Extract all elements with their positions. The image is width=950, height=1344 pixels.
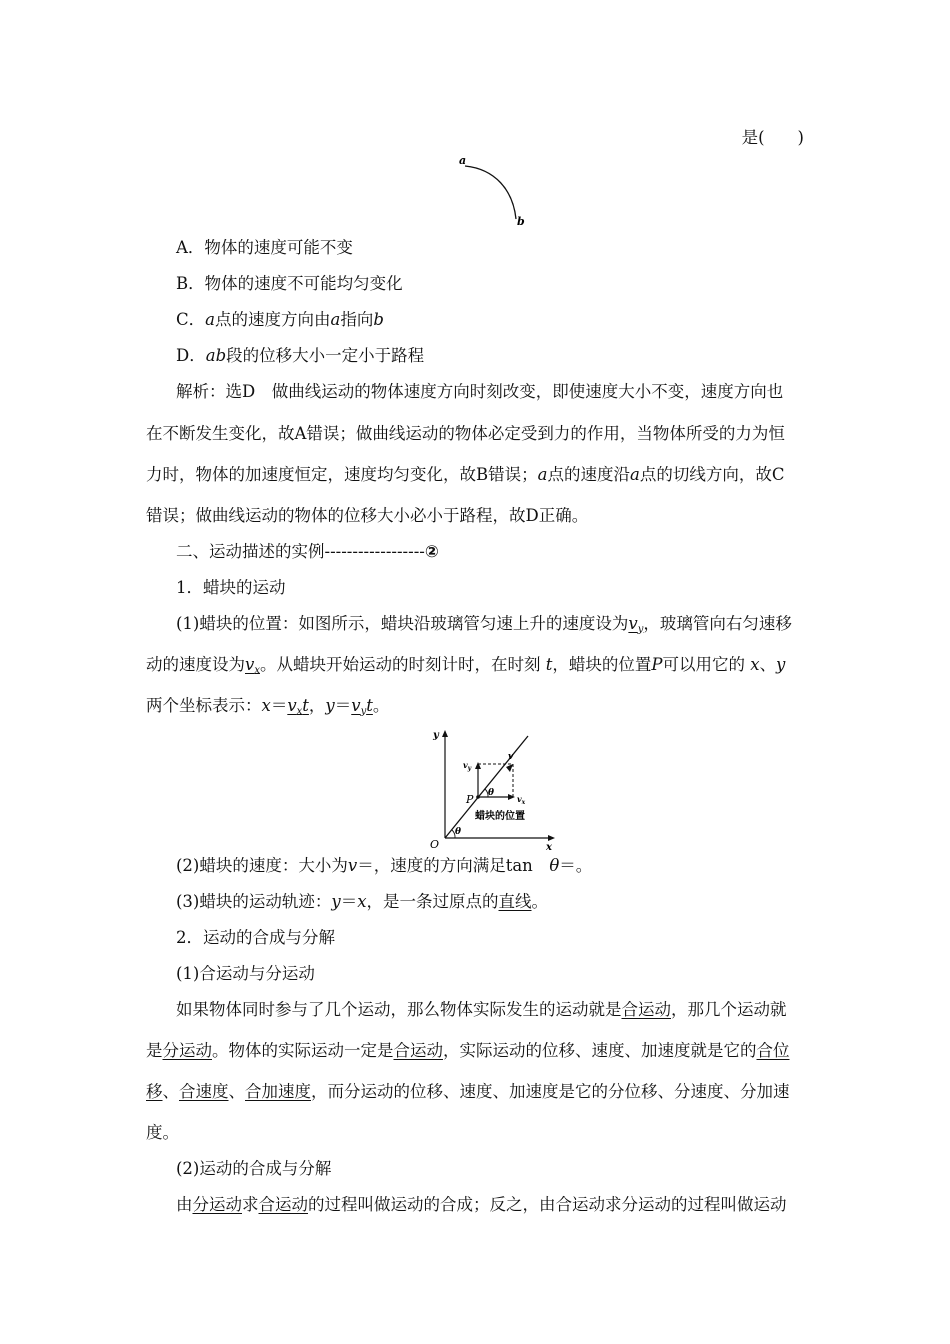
trajectory-line: [445, 736, 528, 838]
para-3: (3)蜡块的运动轨迹：y＝x，是一条过原点的直线。: [176, 892, 549, 911]
item-2-heading: 2．运动的合成与分解: [176, 928, 335, 947]
analysis-line-3: 力时，物体的加速度恒定，速度均匀变化，故B错误；a点的速度沿a点的切线方向，故C: [146, 465, 785, 484]
section-heading: 二、运动描述的实例------------------②: [176, 542, 439, 561]
x-axis-label: x: [546, 842, 552, 852]
theta-label-p: θ: [488, 788, 495, 798]
option-d: D．ab段的位移大小一定小于路程: [176, 346, 425, 365]
wax-block-figure: [425, 726, 560, 852]
theta-label-o: θ: [455, 827, 462, 837]
synthesis-line: 由分运动求合运动的过程叫做运动的合成；反之，由合运动求分运动的过程叫做运动: [176, 1195, 787, 1214]
concept-line-4: 度。: [146, 1123, 179, 1142]
option-b: B．物体的速度不可能均匀变化: [176, 274, 403, 293]
point-b-label: b: [517, 215, 525, 228]
vx-arrow-icon: [508, 794, 515, 800]
analysis-line-4: 错误；做曲线运动的物体的位移大小必小于路程，故D正确。: [146, 506, 589, 525]
vy-label: $v_y$: [463, 760, 472, 772]
item-1-heading: 1．蜡块的运动: [176, 578, 286, 597]
question-tail: 是( ): [741, 128, 804, 147]
vx-label: $v_x$: [517, 794, 526, 806]
para-1-line-3: 两个坐标表示：$x=v_xt$，$y=v_yt$。: [146, 696, 390, 717]
v-arrow-icon: [506, 764, 513, 772]
y-axis-label: y: [433, 730, 439, 741]
arc-figure: [455, 155, 535, 230]
para-1-line-2: 动的速度设为$v_x$。从蜡块开始运动的时刻计时，在时刻 t，蜡块的位置P可以用它的 x、y: [146, 655, 786, 676]
section-marker: ②: [424, 542, 439, 561]
para-1-line-1: (1)蜡块的位置：如图所示，蜡块沿玻璃管匀速上升的速度设为$v_y$，玻璃管向右匀速移: [176, 614, 792, 635]
subheading-1: (1)合运动与分运动: [176, 964, 315, 983]
figure-caption: 蜡块的位置: [475, 811, 525, 822]
v-label: v: [508, 752, 514, 762]
origin-label: O: [430, 838, 440, 851]
x-axis-arrow-icon: [548, 835, 555, 841]
option-a: A．物体的速度可能不变: [176, 238, 353, 257]
analysis-line-1: 解析：选D 做曲线运动的物体速度方向时刻改变，即使速度大小不变，速度方向也: [176, 382, 784, 401]
para-2: (2)蜡块的速度：大小为v＝，速度的方向满足tan θ＝。: [176, 856, 593, 875]
point-a-label: a: [459, 155, 467, 167]
y-axis-arrow-icon: [442, 730, 448, 737]
subheading-2: (2)运动的合成与分解: [176, 1159, 332, 1178]
vy-arrow-icon: [475, 762, 481, 769]
concept-line-3: 移、合速度、合加速度，而分运动的位移、速度、加速度是它的分位移、分速度、分加速: [146, 1082, 790, 1101]
point-p-dot: [476, 795, 480, 799]
concept-line-1: 如果物体同时参与了几个运动，那么物体实际发生的运动就是合运动，那几个运动就: [176, 1000, 787, 1019]
analysis-line-2: 在不断发生变化，故A错误；做曲线运动的物体必定受到力的作用，当物体所受的力为恒: [146, 424, 785, 443]
point-p-label: P: [466, 793, 474, 806]
option-c: C．a点的速度方向由a指向b: [176, 310, 384, 329]
concept-line-2: 是分运动。物体的实际运动一定是合运动，实际运动的位移、速度、加速度就是它的合位: [146, 1041, 790, 1060]
curved-path: [465, 166, 516, 219]
